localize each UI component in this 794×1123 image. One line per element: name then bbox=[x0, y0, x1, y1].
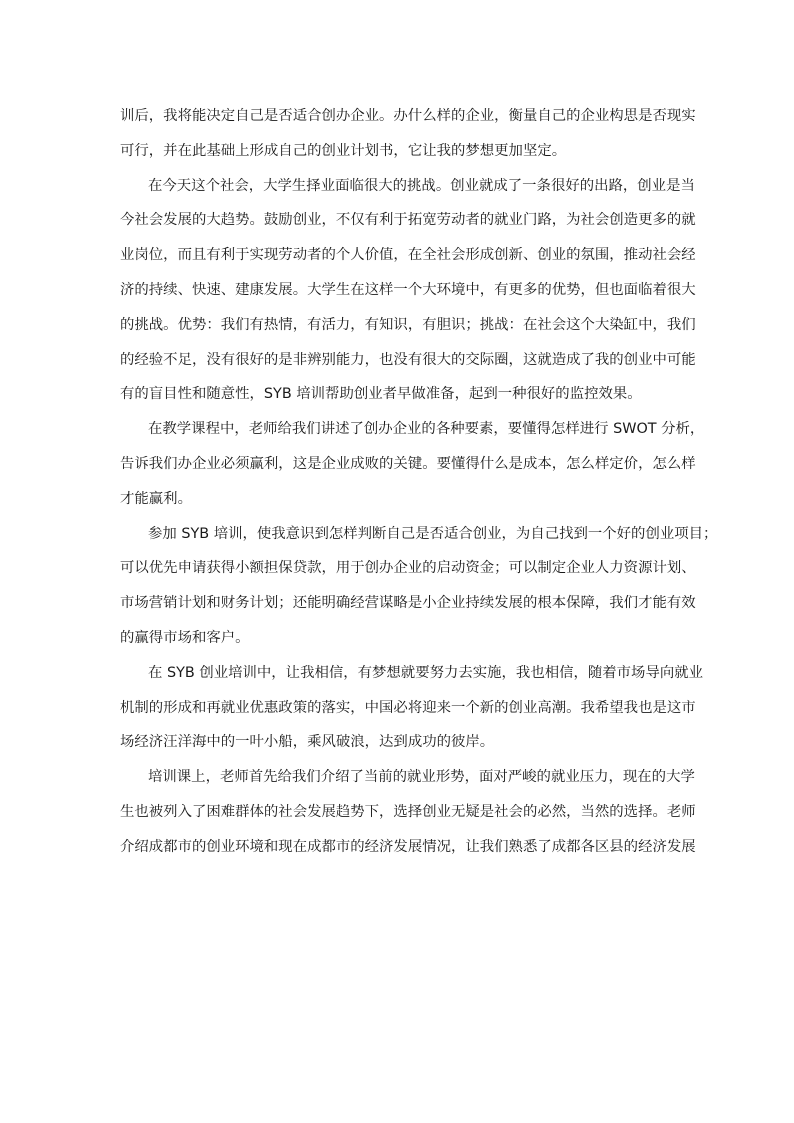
text-line: 业岗位，而且有利于实现劳动者的个人价值，在全社会形成创新、创业的氛围，推动社会经 bbox=[120, 247, 696, 264]
text-line: 市场营销计划和财务计划；还能明确经营谋略是小企业持续发展的根本保障，我们才能有效 bbox=[120, 595, 696, 612]
text-line: 告诉我们办企业必须赢利，这是企业成败的关键。要懂得什么是成本，怎么样定价，怎么样 bbox=[120, 455, 696, 472]
text-line: 参加 SYB 培训，使我意识到怎样判断自己是否适合创业，为自己找到一个好的创业项目； bbox=[148, 525, 718, 542]
text-line: 在教学课程中，老师给我们讲述了创办企业的各种要素，要懂得怎样进行 SWOT 分析， bbox=[148, 421, 705, 438]
text-line: 生也被列入了困难群体的社会发展趋势下，选择创业无疑是社会的必然，当然的选择。老师 bbox=[120, 803, 696, 820]
text-line: 培训课上，老师首先给我们介绍了当前的就业形势，面对严峻的就业压力，现在的大学 bbox=[148, 769, 695, 786]
text-line: 有的盲目性和随意性，SYB 培训帮助创业者早做准备，起到一种很好的监控效果。 bbox=[120, 386, 642, 403]
text-line: 训后，我将能决定自己是否适合创办企业。办什么样的企业，衡量自己的企业构思是否现实 bbox=[120, 108, 696, 124]
text-line: 才能赢利。 bbox=[120, 490, 192, 507]
document-body bbox=[120, 99, 718, 865]
text-line: 的经验不足，没有很好的是非辨别能力，也没有很大的交际圈，这就造成了我的创业中可能 bbox=[120, 351, 696, 368]
text-line: 场经济汪洋海中的一叶小船，乘风破浪，达到成功的彼岸。 bbox=[120, 734, 495, 751]
text-line: 可行，并在此基础上形成自己的创业计划书，它让我的梦想更加坚定。 bbox=[120, 142, 567, 159]
text-line: 今社会发展的大趋势。鼓励创业，不仅有利于拓宽劳动者的就业门路，为社会创造更多的就 bbox=[120, 212, 696, 229]
text-line: 的赢得市场和客户。 bbox=[120, 629, 250, 646]
text-line: 介绍成都市的创业环境和现在成都市的经济发展情况，让我们熟悉了成都各区县的经济发展 bbox=[120, 838, 696, 855]
text-line: 机制的形成和再就业优惠政策的落实，中国必将迎来一个新的创业高潮。我希望我也是这市 bbox=[120, 699, 696, 716]
text-line: 在 SYB 创业培训中，让我相信，有梦想就要努力去实施，我也相信，随着市场导向就业 bbox=[148, 664, 704, 681]
text-line: 可以优先申请获得小额担保贷款，用于创办企业的启动资金；可以制定企业人力资源计划、 bbox=[120, 560, 696, 577]
text-line: 的挑战。优势：我们有热情，有活力，有知识，有胆识；挑战：在社会这个大染缸中，我们 bbox=[120, 316, 696, 333]
text-line: 在今天这个社会，大学生择业面临很大的挑战。创业就成了一条很好的出路，创业是当 bbox=[148, 177, 695, 194]
text-line: 济的持续、快速、建康发展。大学生在这样一个大环境中，有更多的优势，但也面临着很大 bbox=[120, 281, 696, 298]
